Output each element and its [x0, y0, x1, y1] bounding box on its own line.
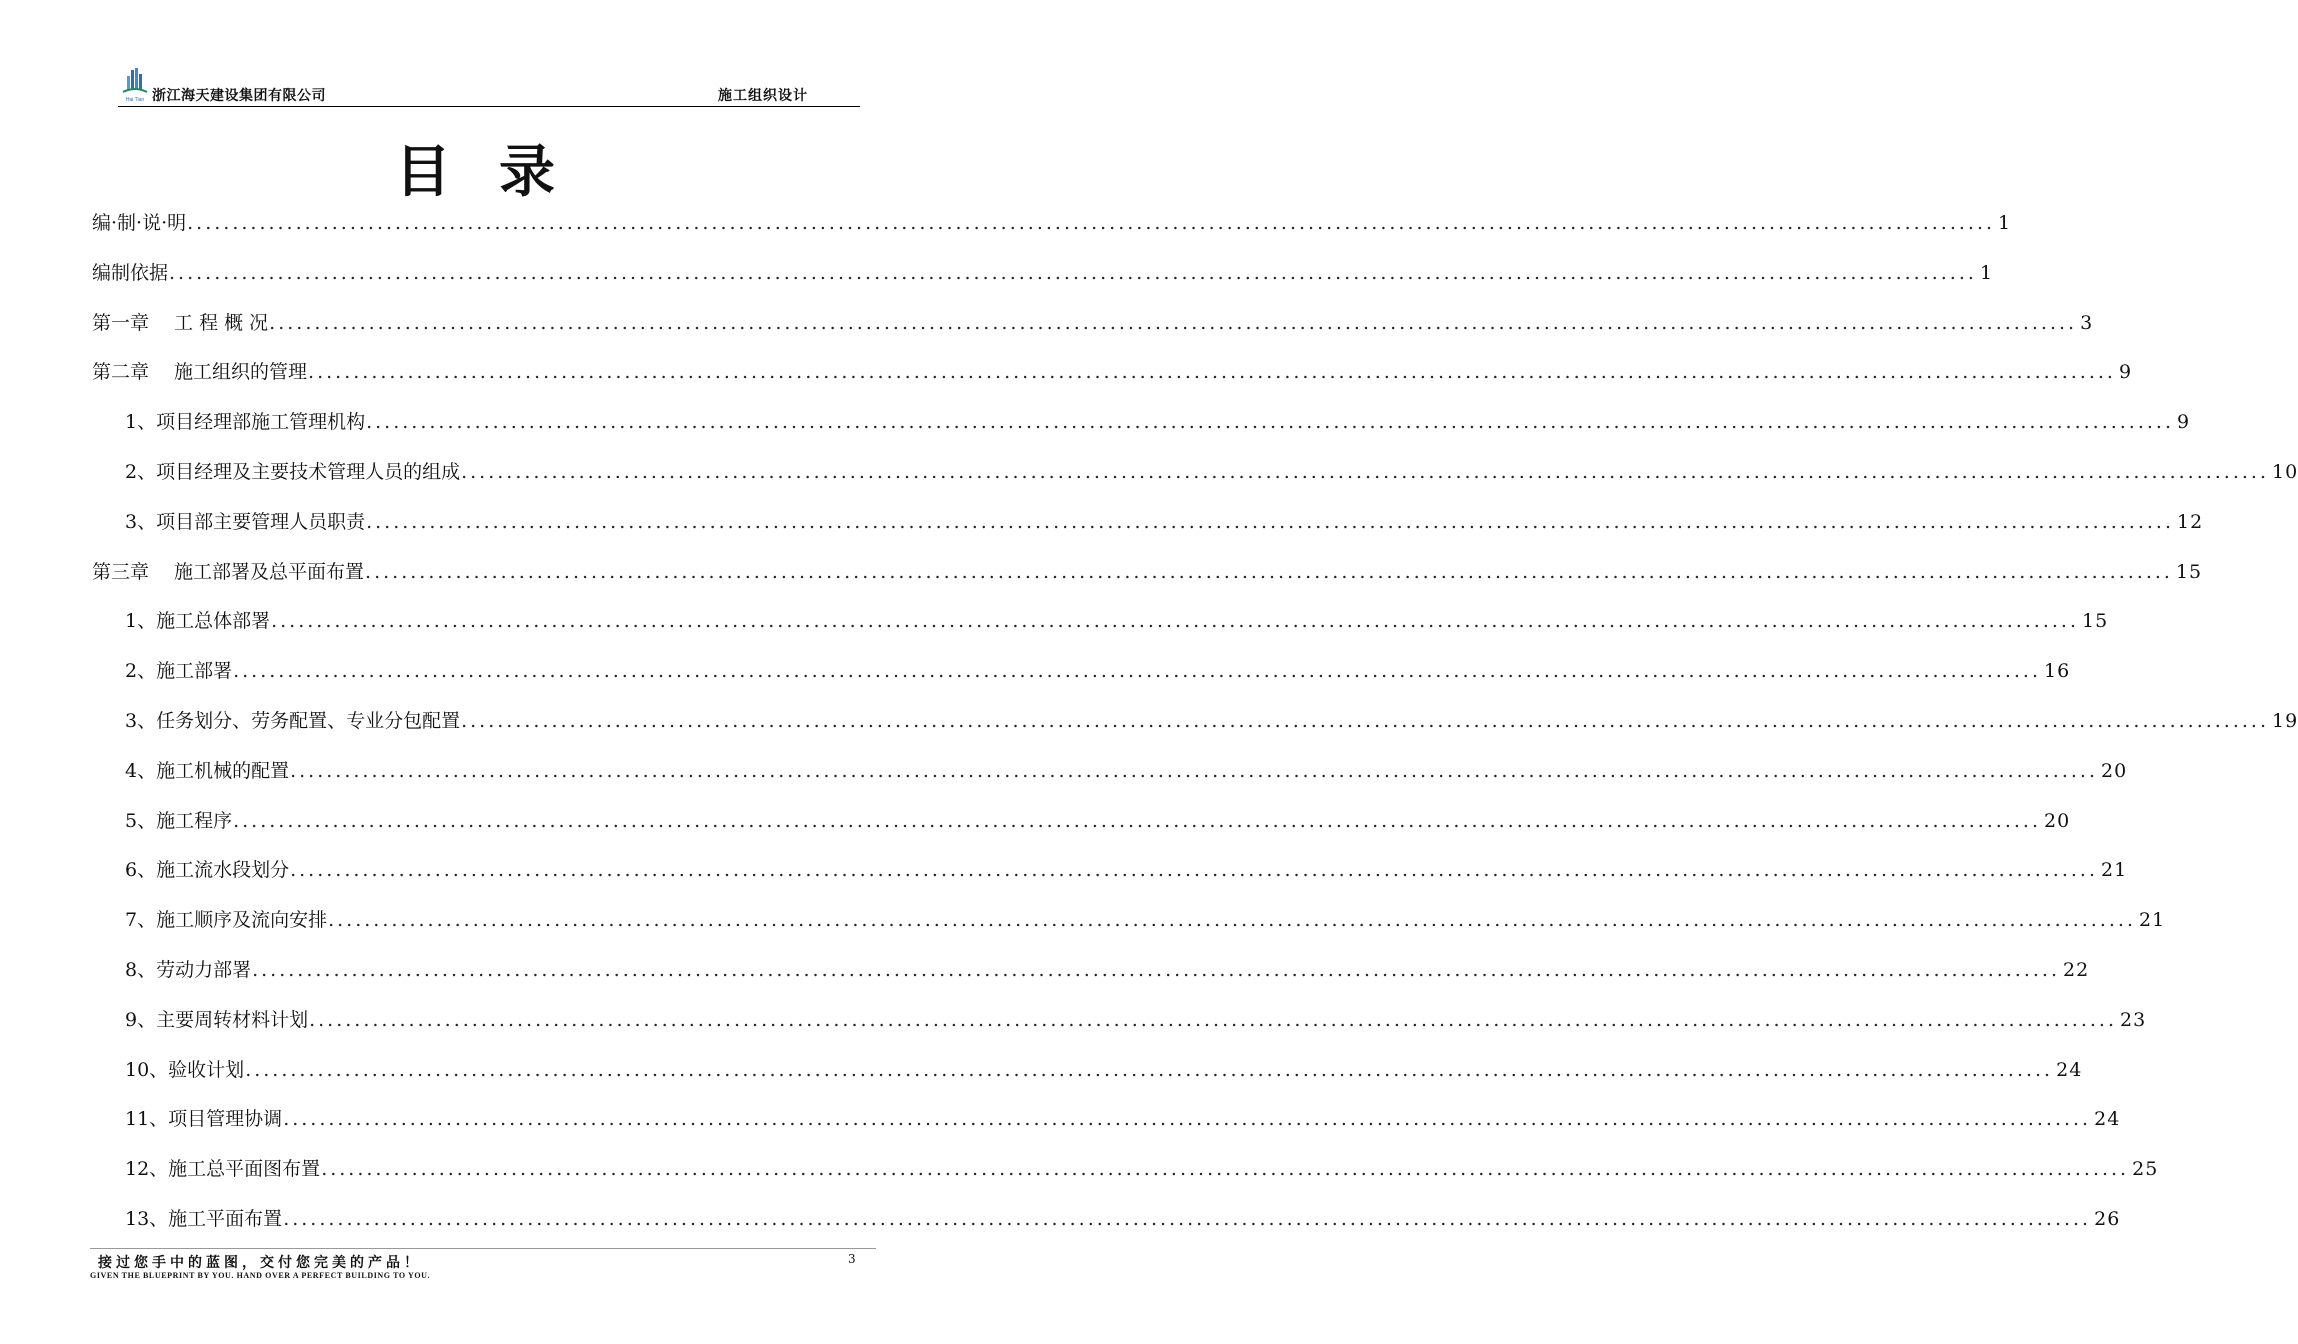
document-type: 施工组织设计 [718, 88, 808, 104]
toc-dot-leader: ........................................................................................................................................................................................................ [271, 610, 2080, 633]
toc-entry[interactable] [92, 1050, 2083, 1100]
toc-entry[interactable] [92, 402, 2191, 452]
toc-dot-leader: ........................................................................................................................................................................................................ [269, 311, 2078, 334]
toc-entry-title: 12、施工总平面图布置 [125, 1158, 321, 1181]
toc-entry[interactable] [92, 651, 2071, 701]
toc-dot-leader: ........................................................................................................................................................................................................ [283, 1108, 2092, 1131]
toc-entry-page: 1 [1979, 261, 1994, 284]
toc-entry-page: 21 [2139, 909, 2166, 932]
toc-entry-page: 3 [2080, 311, 2094, 334]
toc-entry-title: 3、项目部主要管理人员职责 [125, 510, 366, 533]
toc-dot-leader: ........................................................................................................................................................................................................ [366, 411, 2175, 434]
toc-entry[interactable] [92, 900, 2166, 950]
toc-entry[interactable] [92, 1199, 2121, 1249]
toc-entry[interactable] [92, 253, 1994, 303]
toc-entry[interactable] [92, 601, 2109, 651]
toc-entry[interactable] [92, 1149, 2159, 1199]
toc-entry[interactable] [92, 701, 2298, 751]
toc-dot-leader: ........................................................................................................................................................................................................ [461, 709, 2270, 732]
table-of-contents [92, 203, 2298, 1249]
toc-entry-title: 1、施工总体部署 [125, 610, 271, 633]
toc-entry-page: 9 [2118, 361, 2133, 384]
toc-entry-title: 7、施工顺序及流向安排 [125, 909, 328, 932]
toc-entry-title: 第一章 工 程 概 况 [92, 311, 269, 334]
toc-dot-leader: ........................................................................................................................................................................................................ [245, 1058, 2054, 1081]
toc-entry-title: 3、任务划分、劳务配置、专业分包配置 [125, 709, 461, 732]
toc-entry-title: 6、施工流水段划分 [125, 859, 290, 882]
toc-entry-title: 2、施工部署 [125, 660, 233, 683]
footer-divider [90, 1248, 876, 1249]
toc-entry-page: 20 [2044, 809, 2071, 832]
page-number: 3 [848, 1252, 856, 1266]
toc-dot-leader: ........................................................................................................................................................................................................ [290, 759, 2099, 782]
toc-entry-title: 第三章 施工部署及总平面布置 [92, 560, 365, 583]
toc-entry-page: 20 [2101, 759, 2128, 782]
toc-dot-leader: ........................................................................................................................................................................................................ [169, 261, 1977, 284]
toc-dot-leader: ........................................................................................................................................................................................................ [461, 460, 2270, 483]
toc-entry-title: 9、主要周转材料计划 [125, 1008, 309, 1031]
toc-entry-title: 13、施工平面布置 [125, 1207, 283, 1230]
toc-entry[interactable] [92, 850, 2128, 900]
toc-entry[interactable] [92, 502, 2204, 552]
toc-dot-leader: ........................................................................................................................................................................................................ [233, 660, 2042, 683]
toc-entry-title: 2、项目经理及主要技术管理人员的组成 [125, 460, 461, 483]
toc-entry-title: 第二章 施工组织的管理 [92, 361, 308, 384]
toc-entry[interactable] [92, 751, 2128, 801]
toc-entry-title: 8、劳动力部署 [125, 958, 252, 981]
page-header [118, 66, 860, 107]
toc-entry-title: 1、项目经理部施工管理机构 [125, 411, 366, 434]
toc-entry[interactable] [92, 303, 2094, 353]
toc-entry[interactable] [92, 452, 2298, 502]
toc-dot-leader: ........................................................................................................................................................................................................ [321, 1158, 2130, 1181]
toc-entry[interactable] [92, 552, 2203, 602]
toc-entry[interactable] [92, 950, 2090, 1000]
toc-entry-title: 4、施工机械的配置 [125, 759, 290, 782]
toc-entry-page: 9 [2177, 411, 2191, 434]
footer-slogan: 接过您手中的蓝图，交付您完美的产品！ [98, 1255, 422, 1271]
toc-entry-page: 16 [2044, 660, 2071, 683]
toc-entry-page: 19 [2272, 709, 2298, 732]
toc-entry-page: 15 [2175, 560, 2203, 583]
toc-dot-leader: ........................................................................................................................................................................................................ [309, 1008, 2118, 1031]
toc-entry-page: 24 [2094, 1108, 2121, 1131]
toc-dot-leader: ........................................................................................................................................................................................................ [366, 510, 2175, 533]
toc-entry-title: 编·制·说·明 [92, 212, 187, 234]
toc-dot-leader: ........................................................................................................................................................................................................ [187, 212, 1996, 234]
toc-entry-title: 5、施工程序 [125, 809, 233, 832]
toc-entry[interactable] [92, 203, 2012, 253]
toc-dot-leader: ........................................................................................................................................................................................................ [365, 560, 2173, 583]
toc-entry-title: 10、验收计划 [125, 1058, 245, 1081]
toc-dot-leader: ........................................................................................................................................................................................................ [252, 958, 2061, 981]
toc-entry-title: 编制依据 [92, 261, 169, 284]
toc-dot-leader: ........................................................................................................................................................................................................ [328, 909, 2137, 932]
toc-dot-leader: ........................................................................................................................................................................................................ [290, 859, 2099, 882]
footer-slogan-english: GIVEN THE BLUEPRINT BY YOU. HAND OVER A PERFECT BUILDING TO YOU. [90, 1271, 431, 1280]
toc-entry-page: 26 [2094, 1207, 2121, 1230]
toc-dot-leader: ........................................................................................................................................................................................................ [233, 809, 2042, 832]
page-title: 目录 [395, 140, 603, 205]
logo-caption: Hai Tian [125, 97, 145, 103]
toc-entry-page: 23 [2120, 1008, 2147, 1031]
toc-entry-page: 22 [2063, 958, 2090, 981]
toc-entry-title: 11、项目管理协调 [125, 1108, 283, 1131]
toc-entry-page: 10 [2272, 460, 2298, 483]
toc-entry-page: 24 [2056, 1058, 2083, 1081]
toc-entry[interactable] [92, 1099, 2121, 1149]
company-name: 浙江海天建设集团有限公司 [152, 88, 326, 104]
toc-entry[interactable] [92, 801, 2071, 851]
toc-dot-leader: ........................................................................................................................................................................................................ [308, 361, 2116, 384]
toc-entry-page: 1 [1998, 212, 2012, 234]
toc-entry-page: 12 [2177, 510, 2204, 533]
toc-entry-page: 25 [2132, 1158, 2159, 1181]
toc-entry[interactable] [92, 1000, 2147, 1050]
toc-entry-page: 15 [2082, 610, 2109, 633]
toc-entry-page: 21 [2101, 859, 2128, 882]
building-logo-icon [120, 66, 150, 104]
toc-dot-leader: ........................................................................................................................................................................................................ [283, 1207, 2092, 1230]
toc-entry[interactable] [92, 352, 2133, 402]
